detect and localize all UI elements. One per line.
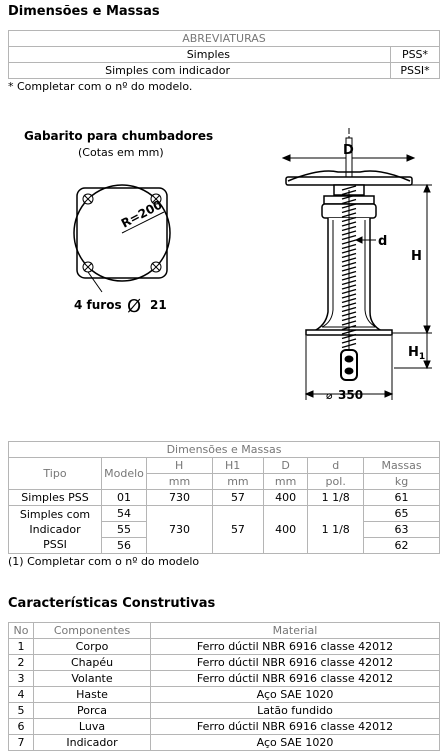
- comp-material: Ferro dúctil NBR 6916 classe 42012: [151, 655, 440, 671]
- comp-material: Ferro dúctil NBR 6916 classe 42012: [151, 719, 440, 735]
- group2-massa: 65: [364, 506, 440, 522]
- header-componentes: Componentes: [34, 623, 151, 639]
- group2-modelo: 54: [102, 506, 147, 522]
- header-D: D: [263, 458, 307, 474]
- row1-D: 400: [263, 490, 307, 506]
- header-massas: Massas: [364, 458, 440, 474]
- comp-no: 6: [9, 719, 34, 735]
- abbrev-code: PSS*: [391, 47, 440, 63]
- unit-massas: kg: [364, 474, 440, 490]
- row1-massa: 61: [364, 490, 440, 506]
- components-table: [8, 622, 440, 751]
- tipo-line: PSSI: [43, 538, 67, 551]
- row1-d: 1 1/8: [308, 490, 364, 506]
- group2-H1: 57: [213, 506, 264, 554]
- template-title: Gabarito para chumbadores: [24, 129, 214, 143]
- header-H1: H1: [213, 458, 264, 474]
- base-dim-value: 350: [338, 388, 364, 402]
- header-H: H: [147, 458, 213, 474]
- unit-d: pol.: [308, 474, 364, 490]
- dim-H1-sub: 1: [418, 352, 426, 362]
- unit-H: mm: [147, 474, 213, 490]
- header-tipo: Tipo: [9, 458, 102, 490]
- holes-value: 21: [150, 298, 167, 312]
- abbreviations-table: [8, 30, 440, 79]
- dim-H-label: H: [411, 249, 422, 264]
- dimensions-table: [8, 441, 440, 554]
- section-title-caracteristicas: Características Construtivas: [8, 596, 216, 611]
- row1-modelo: 01: [102, 490, 147, 506]
- group2-modelo: 55: [102, 522, 147, 538]
- abbrev-name: Simples com indicador: [9, 63, 391, 79]
- comp-material: Ferro dúctil NBR 6916 classe 42012: [151, 639, 440, 655]
- row1-H: 730: [147, 490, 213, 506]
- group2-massa: 62: [364, 538, 440, 554]
- group2-tipo: [9, 506, 102, 554]
- header-d: d: [308, 458, 364, 474]
- dims-caption: Dimensões e Massas: [9, 442, 440, 458]
- comp-no: 7: [9, 735, 34, 751]
- diameter-icon: Ø: [127, 296, 142, 317]
- group2-D: 400: [263, 506, 307, 554]
- comp-material: Latão fundido: [151, 703, 440, 719]
- comp-material: Aço SAE 1020: [151, 735, 440, 751]
- comp-no: 3: [9, 671, 34, 687]
- dims-note: (1) Completar com o nº do modelo: [8, 555, 200, 568]
- radius-label: R=200: [118, 197, 165, 231]
- comp-no: 5: [9, 703, 34, 719]
- tipo-line: Simples com: [19, 508, 91, 521]
- base-dim-symbol: ⌀: [326, 389, 333, 402]
- dim-H1-main: H: [408, 345, 419, 360]
- unit-H1: mm: [213, 474, 264, 490]
- group2-modelo: 56: [102, 538, 147, 554]
- comp-no: 2: [9, 655, 34, 671]
- abbrev-code: PSSI*: [391, 63, 440, 79]
- header-material: Material: [151, 623, 440, 639]
- comp-name: Haste: [34, 687, 151, 703]
- comp-name: Chapéu: [34, 655, 151, 671]
- abbrev-header: ABREVIATURAS: [9, 31, 440, 47]
- dim-H1-label: [408, 345, 425, 362]
- group2-d: 1 1/8: [308, 506, 364, 554]
- unit-D: mm: [263, 474, 307, 490]
- row1-tipo: Simples PSS: [9, 490, 102, 506]
- comp-name: Luva: [34, 719, 151, 735]
- row1-H1: 57: [213, 490, 264, 506]
- technical-drawing: [0, 118, 448, 418]
- template-drawing: [24, 129, 213, 317]
- template-subtitle: (Cotas em mm): [78, 146, 164, 159]
- comp-no: 4: [9, 687, 34, 703]
- group2-massa: 63: [364, 522, 440, 538]
- dim-d-label: d: [378, 234, 388, 249]
- comp-material: Ferro dúctil NBR 6916 classe 42012: [151, 671, 440, 687]
- comp-no: 1: [9, 639, 34, 655]
- abbrev-note: * Completar com o nº do modelo.: [8, 80, 193, 93]
- tipo-line: Indicador: [29, 523, 81, 536]
- holes-label: 4 furos: [74, 298, 122, 312]
- comp-name: Indicador: [34, 735, 151, 751]
- comp-name: Corpo: [34, 639, 151, 655]
- dim-D-label: D: [343, 143, 354, 158]
- header-modelo: Modelo: [102, 458, 147, 490]
- section-title-dimensoes: Dimensões e Massas: [8, 4, 160, 19]
- comp-material: Aço SAE 1020: [151, 687, 440, 703]
- group2-H: 730: [147, 506, 213, 554]
- header-no: No: [9, 623, 34, 639]
- comp-name: Volante: [34, 671, 151, 687]
- abbrev-name: Simples: [9, 47, 391, 63]
- comp-name: Porca: [34, 703, 151, 719]
